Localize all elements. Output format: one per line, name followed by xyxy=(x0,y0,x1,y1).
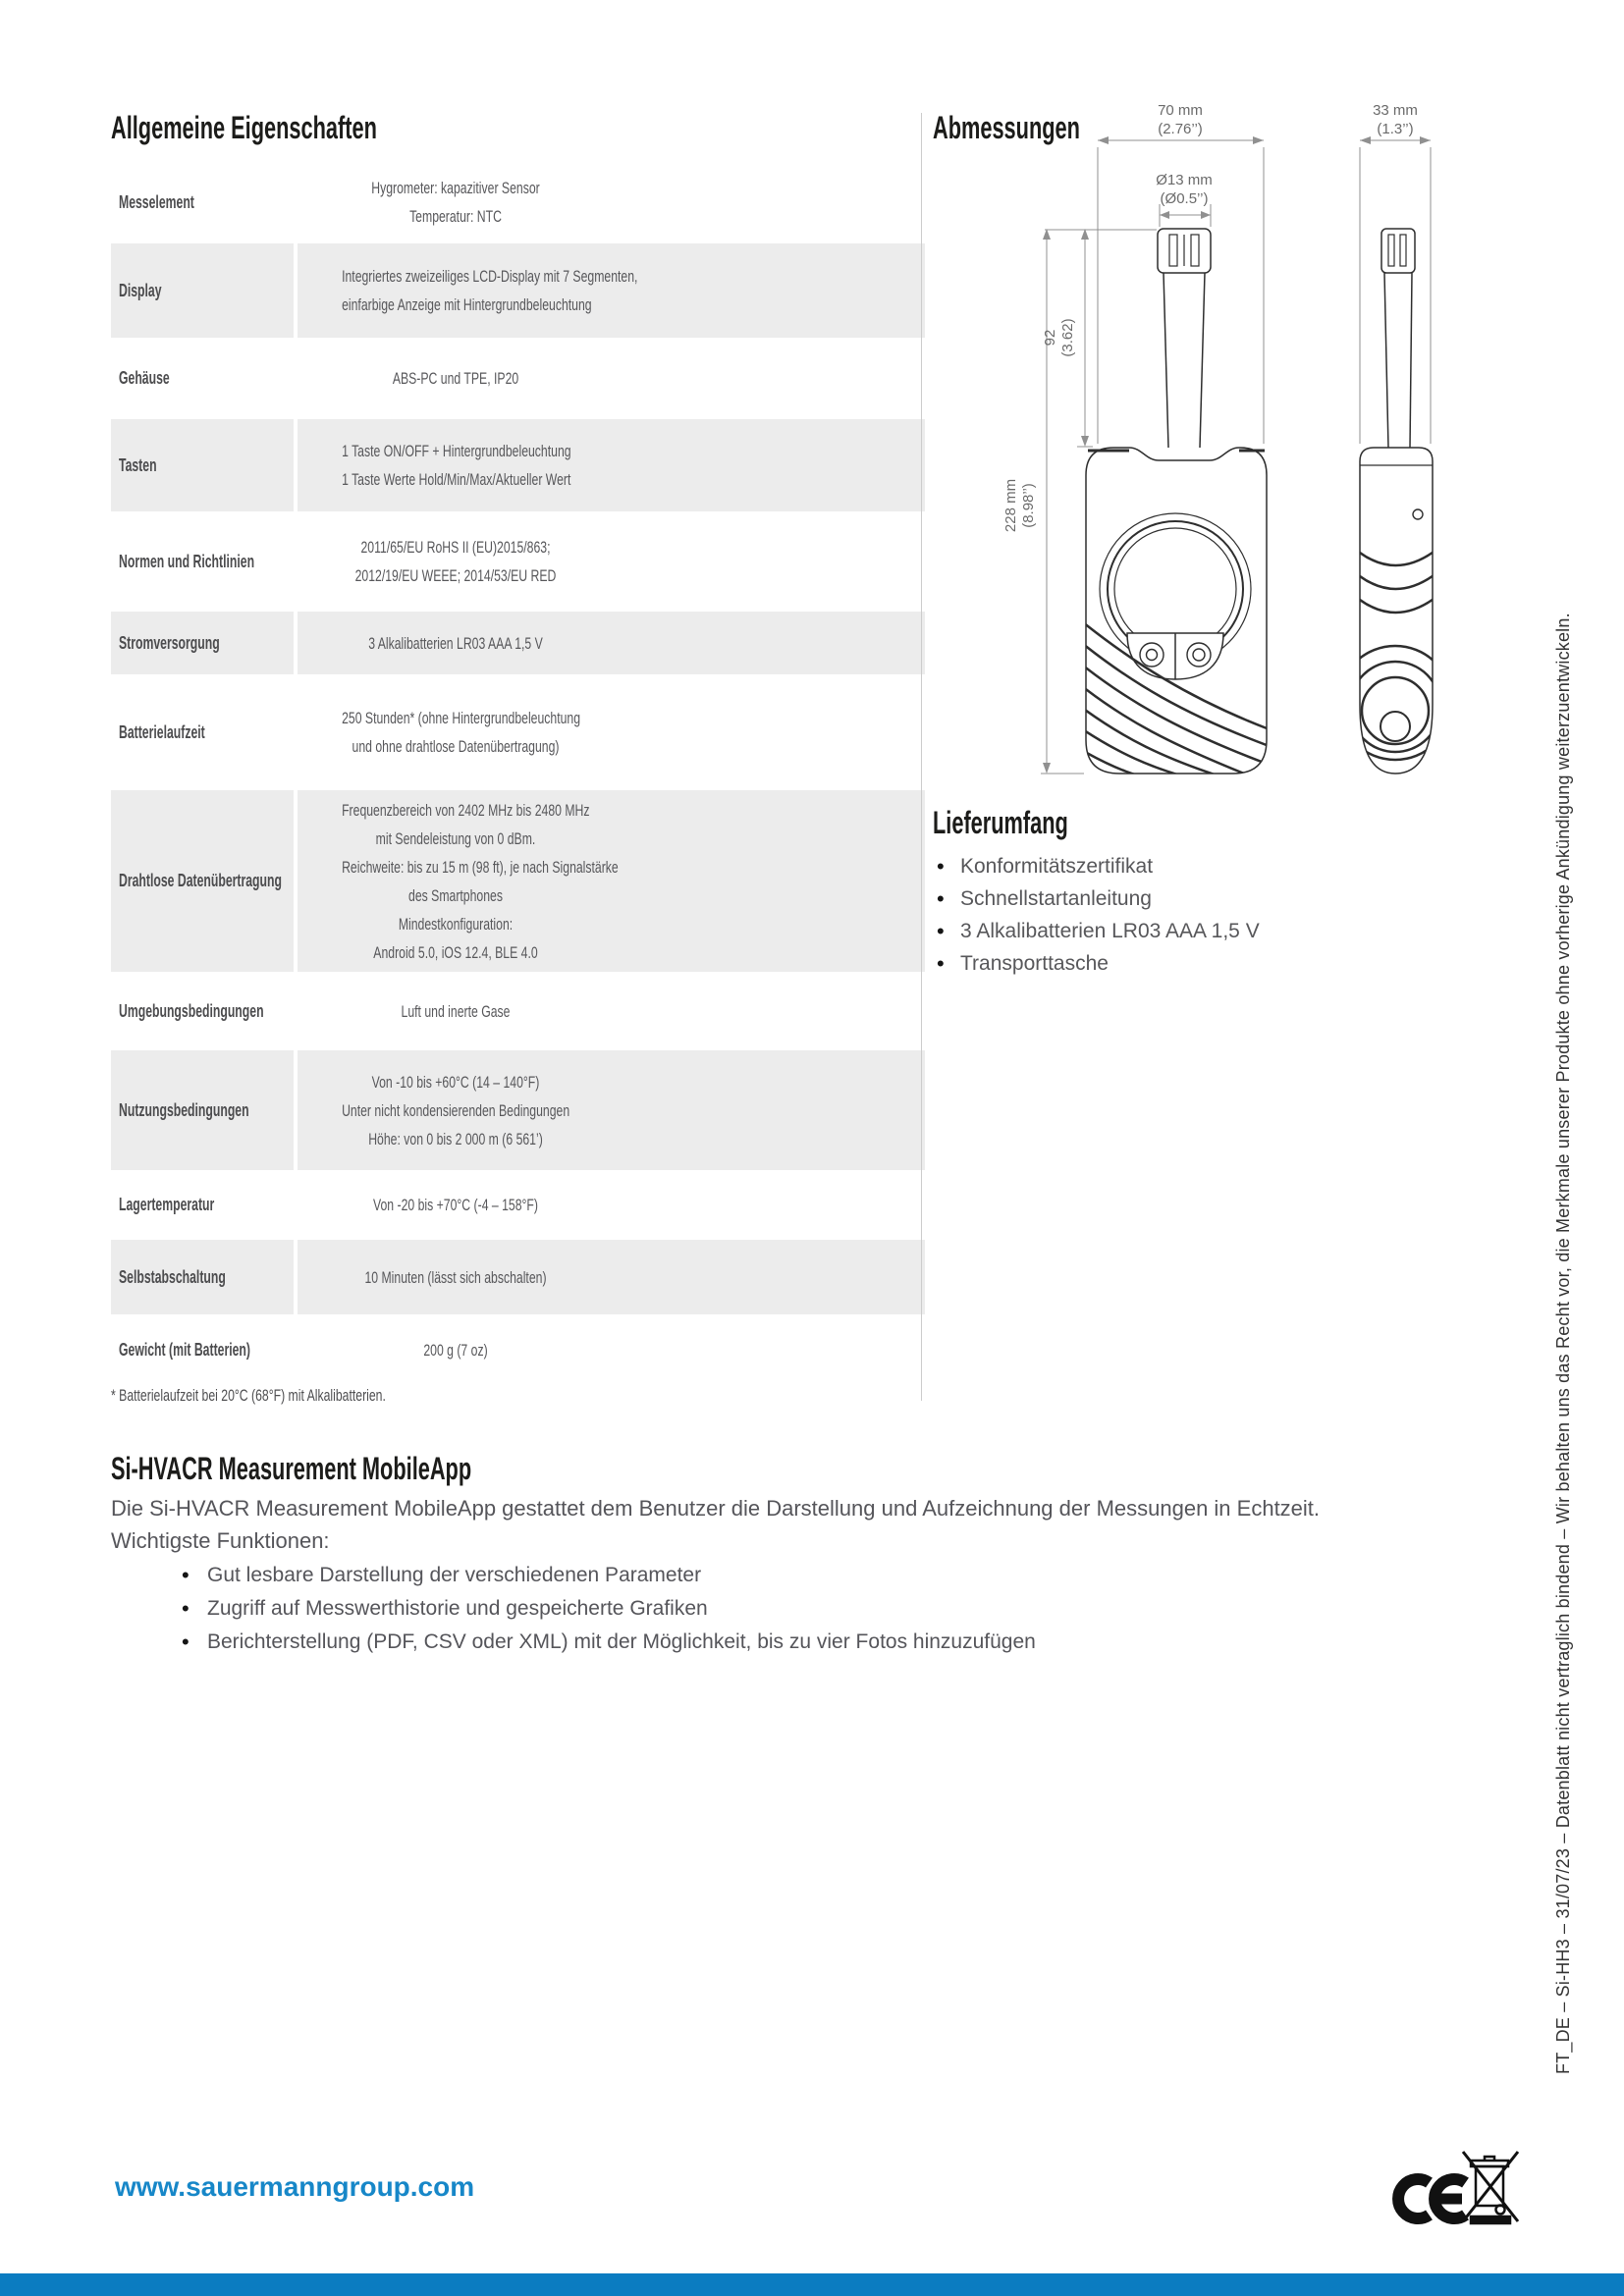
dimension-labels xyxy=(1002,102,1418,532)
spec-value: Von -10 bis +60°C (14 – 140°F) Unter nicht kondensierenden Bedingungen Höhe: von 0 bis 2 000 m (6 561’) xyxy=(298,1050,925,1170)
spec-value: 3 Alkalibatterien LR03 AAA 1,5 V xyxy=(298,612,925,674)
spec-label: Normen und Richtlinien xyxy=(119,551,255,571)
compliance-marks xyxy=(1380,2140,1522,2238)
spec-value: Luft und inerte Gase xyxy=(401,1001,511,1021)
spec-label: Gehäuse xyxy=(119,368,170,388)
general-section-title: Allgemeine Eigenschaften xyxy=(111,110,377,145)
table-footnote: * Batterielaufzeit bei 20°C (68°F) mit Alkalibatterien. xyxy=(111,1386,386,1405)
spec-label: Stromversorgung xyxy=(111,612,294,674)
front-view-drawing xyxy=(1078,229,1274,781)
side-note-vertical: FT_DE – Si-HH3 – 31/07/23 – Datenblatt nicht vertraglich bindend – Wir behalten uns das Recht vor, die Merkmale unserer Produkte ohne vorherige Ankündigung weiterzuentwickeln. xyxy=(1553,613,1573,2074)
app-feature-item: • Berichterstellung (PDF, CSV oder XML) mit der Möglichkeit, bis zu vier Fotos hinzuzufügen xyxy=(182,1626,1036,1659)
probe-height-inch-label: (3.62) xyxy=(1059,318,1076,357)
ce-mark-icon xyxy=(1398,2179,1465,2218)
website-link[interactable]: www.sauermanngroup.com xyxy=(115,2171,475,2202)
app-section-title: Si-HVACR Measurement MobileApp xyxy=(111,1451,472,1486)
spec-label: Messelement xyxy=(119,191,194,212)
spec-row xyxy=(111,165,925,240)
probe-diameter-label: Ø13 mm xyxy=(1156,172,1213,188)
footer-accent-bar xyxy=(0,2273,1624,2296)
spec-label: Batterielaufzeit xyxy=(119,721,205,742)
spec-row xyxy=(111,515,925,608)
spec-label: Nutzungsbedingungen xyxy=(111,1050,294,1170)
spec-value: Frequenzbereich von 2402 MHz bis 2480 MHz mit Sendeleistung von 0 dBm. Reichweite: bis zu 15 m (98 ft), je nach Signalstärke des Smartphones Mindestkonfiguration: Android 5.0, iOS 12.4, BLE 4.0 xyxy=(298,790,925,972)
spec-label: Drahtlose Datenübertragung xyxy=(111,790,294,972)
front-width-inch-label: (2.76’’) xyxy=(1158,121,1203,137)
column-divider xyxy=(921,113,922,1401)
side-view-drawing xyxy=(1338,229,1452,774)
spec-row xyxy=(111,419,925,511)
total-height-label: 228 mm xyxy=(1002,478,1019,533)
spec-label: Tasten xyxy=(111,419,294,511)
weee-bin-icon xyxy=(1463,2152,1518,2223)
spec-value: ABS-PC und TPE, IP20 xyxy=(392,369,519,388)
side-width-inch-label: (1.3’’) xyxy=(1377,121,1414,137)
spec-row xyxy=(111,342,925,415)
spec-value: Integriertes zweizeiliges LCD-Display mit 7 Segmenten, einfarbige Anzeige mit Hintergrundbeleuchtung xyxy=(298,243,925,338)
delivery-list xyxy=(935,850,1260,980)
dimension-drawing xyxy=(928,83,1517,790)
side-width-label: 33 mm xyxy=(1373,102,1418,119)
delivery-section-title: Lieferumfang xyxy=(933,805,1068,840)
spec-value: 10 Minuten (lässt sich abschalten) xyxy=(298,1240,925,1314)
spec-value: 250 Stunden* (ohne Hintergrundbeleuchtung und ohne drahtlose Datenübertragung) xyxy=(342,709,581,756)
app-feature-list xyxy=(182,1559,1036,1659)
spec-label: Selbstabschaltung xyxy=(111,1240,294,1314)
spec-row xyxy=(111,612,925,674)
app-intro-line2: Wichtigste Funktionen: xyxy=(111,1528,330,1553)
app-intro xyxy=(111,1492,1320,1557)
front-width-label: 70 mm xyxy=(1158,102,1203,119)
spec-row xyxy=(111,243,925,338)
spec-row xyxy=(111,1174,925,1236)
delivery-item: • 3 Alkalibatterien LR03 AAA 1,5 V xyxy=(935,915,1260,947)
spec-label: Gewicht (mit Batterien) xyxy=(119,1339,250,1360)
spec-row xyxy=(111,1240,925,1314)
probe-height-label: 92 xyxy=(1042,329,1058,347)
spec-row xyxy=(111,790,925,972)
spec-value: 2011/65/EU RoHS II (EU)2015/863; 2012/19/EU WEEE; 2014/53/EU RED xyxy=(354,538,557,585)
side-grip-lines xyxy=(1338,550,1452,760)
spec-row xyxy=(111,1318,925,1381)
spec-row xyxy=(111,1050,925,1170)
spec-value: Hygrometer: kapazitiver Sensor Temperatur: NTC xyxy=(371,179,540,226)
dimensions-section-title: Abmessungen xyxy=(933,110,1080,145)
spec-row xyxy=(111,976,925,1046)
spec-value: Von -20 bis +70°C (-4 – 158°F) xyxy=(373,1196,538,1214)
spec-label: Lagertemperatur xyxy=(119,1195,215,1214)
delivery-item: • Konformitätszertifikat xyxy=(935,850,1260,882)
spec-label: Umgebungsbedingungen xyxy=(119,1000,264,1021)
general-spec-table xyxy=(111,165,925,1381)
app-feature-item: • Gut lesbare Darstellung der verschiedenen Parameter xyxy=(182,1559,1036,1592)
probe-diameter-inch-label: (Ø0.5’’) xyxy=(1160,190,1209,207)
spec-row xyxy=(111,678,925,786)
app-feature-item: • Zugriff auf Messwerthistorie und gespeicherte Grafiken xyxy=(182,1592,1036,1626)
app-intro-line1: Die Si-HVACR Measurement MobileApp gestattet dem Benutzer die Darstellung und Aufzeichnung der Messungen in Echtzeit. xyxy=(111,1496,1321,1521)
spec-value: 200 g (7 oz) xyxy=(423,1340,488,1360)
delivery-item: • Schnellstartanleitung xyxy=(935,882,1260,915)
spec-value: 1 Taste ON/OFF + Hintergrundbeleuchtung 1 Taste Werte Hold/Min/Max/Aktueller Wert xyxy=(298,419,925,511)
total-height-inch-label: (8.98’’) xyxy=(1020,483,1037,528)
spec-label: Display xyxy=(111,243,294,338)
delivery-item: • Transporttasche xyxy=(935,947,1260,980)
